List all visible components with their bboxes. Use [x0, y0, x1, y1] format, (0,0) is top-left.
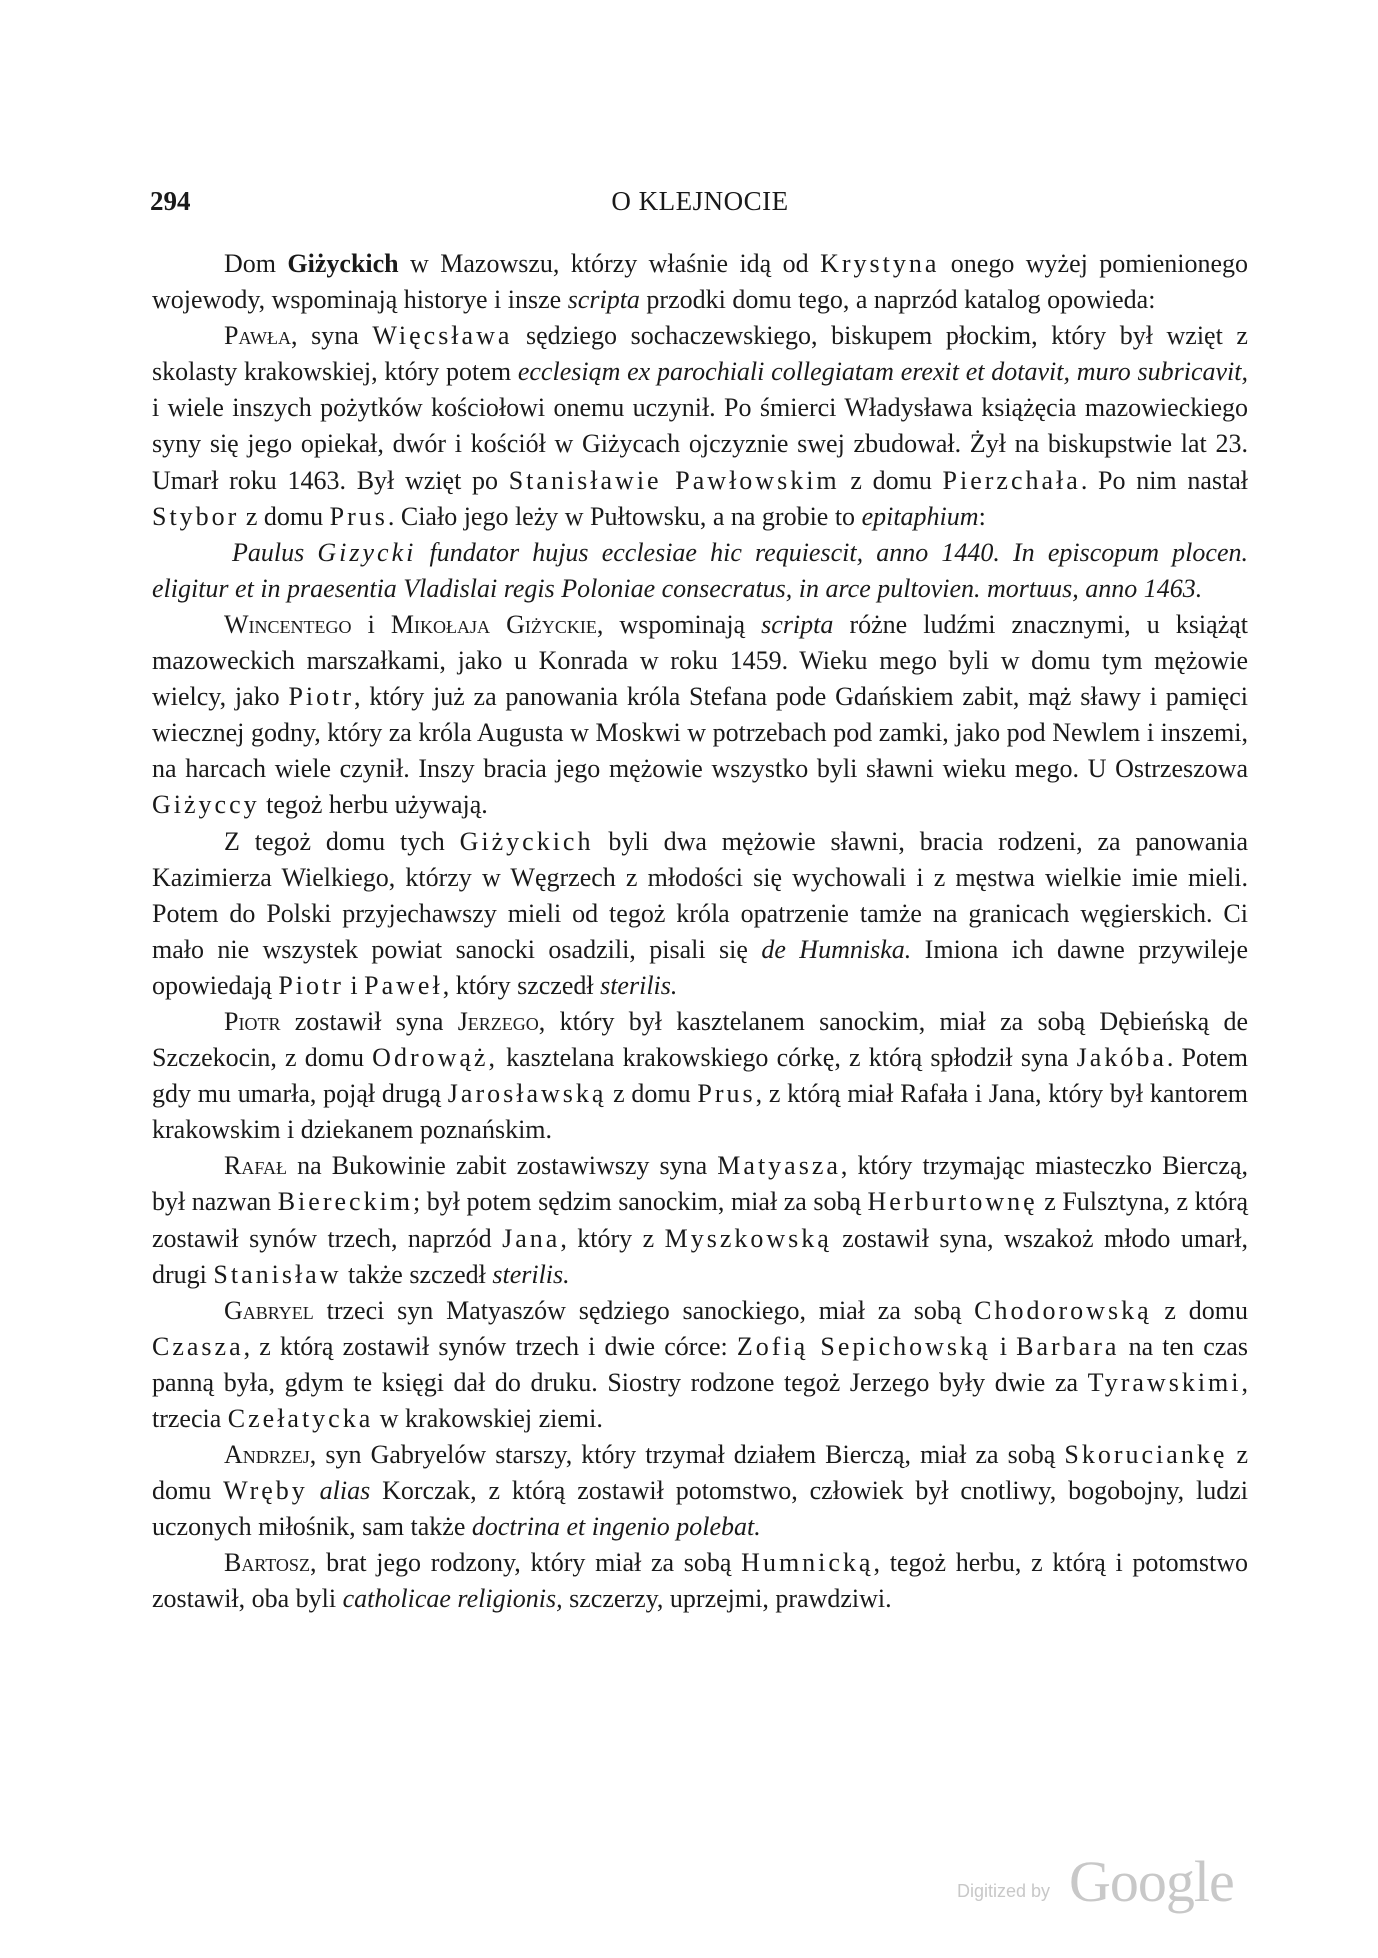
paragraph-2: Pawła, syna Więcsława sędziego sochaczewskiego, biskupem płockim, który był wzięt z skolasty krakowskiej, który potem ecclesiąm ex parochiali collegiatam erexit et dotavit, muro subricavit, i wiele inszych pożytków kościołowi onemu uczynił. Po śmierci Władysława książęcia mazowieckiego syny się jego opiekał, dwór i kościół w Giżycach ojczyznie swej zbudował. Żył na biskupstwie lat 23. Umarł roku 1463. Był wzięt po Stanisławie Pawłowskim z domu Pierzchała. Po nim nastał Stybor z domu Prus. Ciało jego leży w Pułtowsku, a na grobie to epitaphium:	[152, 321, 1248, 531]
paragraph-8: Andrzej, syn Gabryelów starszy, który trzymał działem Bierczą, miał za sobą Skoruciankę z domu Wręby alias Korczak, z którą zostawił potomstwo, człowiek był cnotliwy, bogobojny, ludzi uczonych miłośnik, sam także doctrina et ingenio polebat.	[152, 1440, 1248, 1542]
running-head: O KLEJNOCIE	[611, 186, 789, 216]
paragraph-6: Rafał na Bukowinie zabit zostawiwszy syna Matyasza, który trzymając miasteczko Bierczą, był nazwan Biereckim; był potem sędzim sanockim, miał za sobą Herburtownę z Fulsztyna, z którą zostawił synów trzech, naprzód Jana, który z Myszkowską zostawił syna, wszakoż młodo umarł, drugi Stanisław także szczedł sterilis.	[152, 1151, 1249, 1289]
google-logo: Google	[1069, 1849, 1234, 1914]
epitaph-quote: Paulus Gizycki fundator hujus ecclesiae hic requiescit, anno 1440. In episcopum plocen. eligitur et in praesentia Vladislai regis Poloniae consecratus, in arce pultovien. mortuus, anno 1463.	[152, 537, 1248, 603]
page-header	[150, 186, 1250, 226]
paragraph-4: Z tegoż domu tych Giżyckich byli dwa mężowie sławni, bracia rodzeni, za panowania Kazimierza Wielkiego, którzy w Węgrzech z młodości się wychowali i z męstwa wielkie imie mieli. Potem do Polski przyjechawszy mieli od tegoż króla opatrzenie tamże na granicach węgierskich. Ci mało nie wszystek powiat sanocki osadzili, pisali się de Humniska. Imiona ich dawne przywileje opowiedają Piotr i Paweł, który szczedł sterilis.	[152, 826, 1248, 1000]
paragraph-1: Dom Giżyckich w Mazowszu, którzy właśnie idą od Krystyna onego wyżej pomienionego wojewody, wspominają historye i insze scripta przodki domu tego, a naprzód katalog opowieda:	[152, 249, 1249, 315]
digitized-by-google-watermark	[957, 1848, 1237, 1918]
paragraph-7: Gabryel trzeci syn Matyaszów sędziego sanockiego, miał za sobą Chodorowską z domu Czasza, z którą zostawił synów trzech i dwie córce: Zofią Sepichowską i Barbara na ten czas panną była, gdym te księgi dał do druku. Siostry rodzone tegoż Jerzego były dwie za Tyrawskimi, trzecia Czełatycka w krakowskiej ziemi.	[152, 1295, 1248, 1433]
paragraph-3: Wincentego i Mikołaja Giżyckie, wspominają scripta różne ludźmi znacznymi, u książąt mazoweckich marszałkami, jako u Konrada w roku 1459. Wieku mego byli w domu tym mężowie wielcy, jako Piotr, który już za panowania króla Stefana pode Gdańskiem zabit, mąż sławy i pamięci wiecznej godny, który za króla Augusta w Moskwi w potrzebach pod zamki, jako pod Newlem i inszemi, na harcach wiele czynił. Inszy bracia jego mężowie wszystko byli sławni wieku mego. U Ostrzeszowa Giżyccy tegoż herbu używają.	[152, 609, 1248, 820]
paragraph-5: Piotr zostawił syna Jerzego, który był kasztelanem sanockim, miał za sobą Dębieńską de Szczekocin, z domu Odrowąż, kasztelana krakowskiego córkę, z którą spłodził syna Jakóba. Potem gdy mu umarła, pojął drugą Jarosławską z domu Prus, z którą miał Rafała i Jana, który był kantorem krakowskim i dziekanem poznańskim.	[152, 1006, 1249, 1145]
body-text	[152, 246, 1248, 1618]
watermark-label: Digitized by	[957, 1881, 1051, 1901]
paragraph-9: Bartosz, brat jego rodzony, który miał za sobą Humnicką, tegoż herbu, z którą i potomstwo zostawił, oba byli catholicae religionis, szczerzy, uprzejmi, prawdziwi.	[152, 1548, 1248, 1614]
page-number: 294	[150, 186, 191, 216]
